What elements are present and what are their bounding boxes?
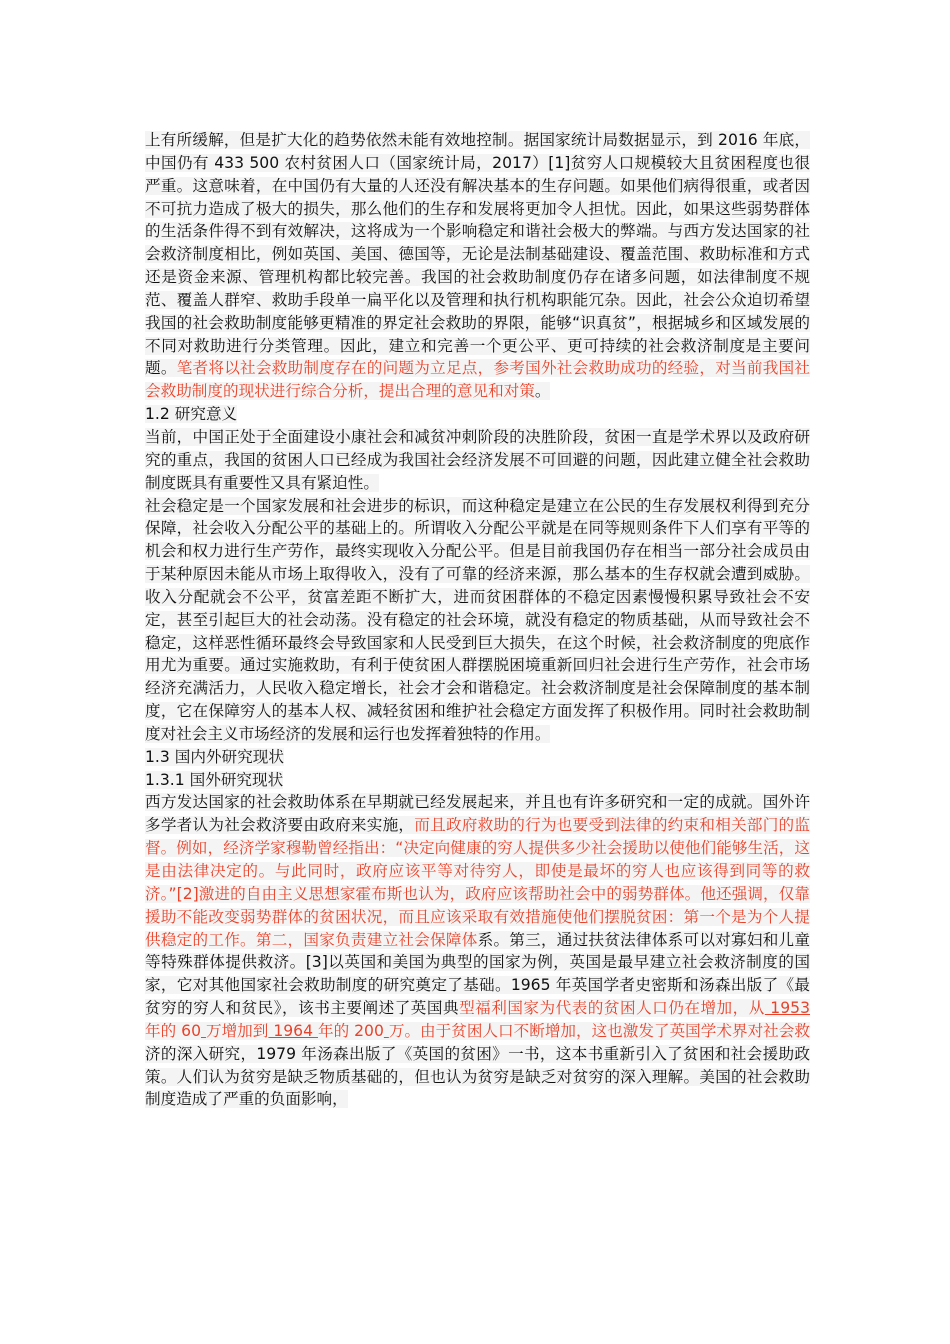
- heading-text: 1.3 国内外研究现状: [145, 747, 284, 766]
- paragraph-social-stability: [145, 495, 810, 746]
- paragraph-end: 。: [534, 382, 551, 401]
- highlighted-text: 笔者将以社会救助制度存在的问题为立足点，参考国外社会救助成功的经验，对当前我国社会救助制度的现状进行综合分析，提出合理的意见和对策: [145, 359, 810, 401]
- paragraph-text: 社会稳定是一个国家发展和社会进步的标识，而这种稳定是建立在公民的生存发展权利得到充分保障，社会收入分配公平的基础上的。所谓收入分配公平就是在同等规则条件下人们享有平等的机会和权力进行生产劳作，最终实现收入分配公平。但是目前我国仍存在相当一部分社会成员由于某种原因未能从市场上取得收入，没有了可靠的经济来源，那么基本的生存权就会遭到威胁。收入分配就会不公平，贫富差距不断扩大，进而贫困群体的不稳定因素慢慢积累导致社会不安定，甚至引起巨大的社会动荡。没有稳定的社会环境，就没有稳定的物质基础，从而导致社会不稳定，这样恶性循环最终会导致国家和人民受到巨大损失，在这个时候，社会救济制度的兜底作用尤为重要。通过实施救助，有利于使贫困人群摆脱困境重新回归社会进行生产劳作，社会市场经济充满活力，人民收入稳定增长，社会才会和谐稳定。社会救济制度是社会保障制度的基本制度，它在保障穷人的基本人权、减轻贫困和维护社会稳定方面发挥了积极作用。同时社会救助制度对社会主义市场经济的发展和运行也发挥着独特的作用。: [145, 496, 810, 743]
- heading-text: 1.2 研究意义: [145, 405, 238, 424]
- highlighted-text: 万增加到: [205, 1021, 269, 1040]
- section-heading-1-3-1: [145, 769, 810, 792]
- paragraph-text: 西方发达国家的社会救助体系在早期就已经发展起来，并且也有许多研究和一定的成就。国外许多学者认为社会救济要由政府来实施，: [145, 793, 810, 835]
- paragraph-current-status: [145, 426, 810, 495]
- highlighted-text: 年的 200: [317, 1021, 384, 1040]
- paragraph-text: 当前，中国正处于全面建设小康社会和减贫冲刺阶段的决胜阶段，贫困一直是学术界以及政府研究的重点，我国的贫困人口已经成为我国社会经济发展不可回避的问题，因此建立健全社会救助制度既具有重要性又具有紧迫性。: [145, 427, 810, 492]
- underlined-text: 1964: [268, 1021, 318, 1040]
- paragraph-text: 济的深入研究，1979 年汤森出版了《英国的贫困》一书，这本书重新引入了贫困和社会援助政策。人们认为贫穷是缺乏物质基础的，但也认为贫穷是缺乏对贫穷的深入理解。美国的社会救助制度造成了严重的负面影响，: [145, 1044, 810, 1109]
- paragraph-foreign-research: [145, 791, 810, 1111]
- section-heading-1-2: [145, 403, 810, 426]
- highlighted-text: 而且政府救助的行为也要受到法律的约束和相关部门的监督。例如，经济学家穆勒曾经指出：“决定向健康的穷人提供多少社会援助以使他们能够生活，这是由法律决定的。与此同时，政府应该平等对待穷人，即使是最坏的穷人也应该得到同等的救济。”[2]激进的自由主义思想家霍布斯也认为，政府应该帮助社会中的弱势群体。他还强调，仅靠援助不能改变弱势群体的贫困状况，而且应该采取有效措施使他们摆脱贫困：第一个是为个人提供稳定的工作。第二，国家负责建立社会保障体: [145, 816, 810, 949]
- section-heading-1-3: [145, 746, 810, 769]
- highlighted-text: 型福利国家为代表的贫困人口仍在增加，从: [459, 999, 765, 1018]
- heading-text: 1.3.1 国外研究现状: [145, 770, 284, 789]
- paragraph-background: [145, 129, 810, 403]
- document-body: [145, 129, 810, 1111]
- underlined-text: 1953: [764, 999, 810, 1018]
- highlighted-text: 年的 60: [145, 1021, 201, 1040]
- highlighted-text: 万。由于贫困人口不断增加，这也激发了英国学术界对社会救: [388, 1021, 810, 1040]
- paragraph-text: 系。第三，通过扶贫法律体系可以对寡妇和儿童等特殊群体提供救济。[3]以英国和美国为典型的国家为例，英国是最早建立社会救济制度的国家，它对其他国家社会救助制度的研究奠定了基础。1965 年英国学者史密斯和汤森出版了《最贫穷的穷人和贫民》，该书主要阐述了英国典: [145, 930, 810, 1018]
- paragraph-text: 上有所缓解，但是扩大化的趋势依然未能有效地控制。据国家统计局数据显示，到 2016 年底，中国仍有 433 500 农村贫困人口（国家统计局，2017）[1]贫穷人口规模较大且贫困程度也很严重。这意味着，在中国仍有大量的人还没有解决基本的生存问题。如果他们病得很重，或者因不可抗力造成了极大的损失，那么他们的生存和发展将更加令人担忧。因此，如果这些弱势群体的生活条件得不到有效解决，这将成为一个影响稳定和谐社会极大的弊端。与西方发达国家的社会救济制度相比，例如英国、美国、德国等，无论是法制基础建设、覆盖范围、救助标准和方式还是资金来源、管理机构都比较完善。我国的社会救助制度仍存在诸多问题，如法律制度不规范、覆盖人群窄、救助手段单一扁平化以及管理和执行机构职能冗杂。因此，社会公众迫切希望我国的社会救助制度能够更精准的界定社会救助的界限，能够“识真贫”，根据城乡和区域发展的不同对救助进行分类管理。因此，建立和完善一个更公平、更可持续的社会救济制度是主要问题。: [145, 131, 810, 378]
